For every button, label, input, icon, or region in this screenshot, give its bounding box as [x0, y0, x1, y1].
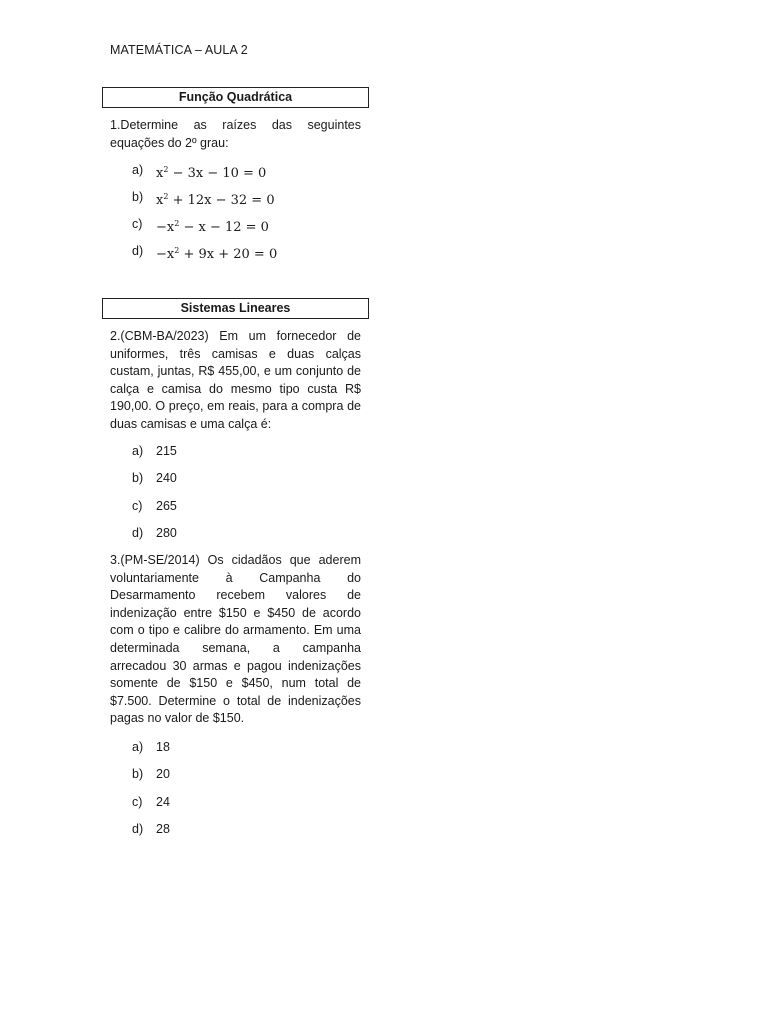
question-3-line: determinada semana, a campanha	[110, 641, 361, 655]
question-3-line: arrecadou 30 armas e pagou indenizações	[110, 658, 361, 673]
question-1-line: 1.Determine as raízes das seguintes	[110, 118, 361, 132]
option-value: 20	[156, 767, 170, 781]
option-letter: d)	[132, 244, 144, 258]
option-letter: c)	[132, 795, 143, 809]
option-value: 215	[156, 444, 177, 458]
question-3-line: pagas no valor de $150.	[110, 711, 245, 726]
equation: $x^2 - 3x - 10 = 0$	[156, 165, 267, 181]
section-title-funcao-quadratica: Função Quadrática	[102, 87, 369, 108]
question-2-line: calça e camisa do mesmo tipo custa R$	[110, 381, 361, 396]
option-value: 18	[156, 740, 170, 754]
option-letter: a)	[132, 163, 144, 177]
option-letter: c)	[132, 217, 143, 231]
option-letter: a)	[132, 444, 144, 458]
question-3-line: 3.(PM-SE/2014) Os cidadãos que aderem	[110, 553, 361, 567]
option-letter: a)	[132, 740, 144, 754]
option-letter: c)	[132, 499, 143, 513]
question-2-line: custam, juntas, R$ 455,00, e um conjunto de	[110, 364, 361, 379]
question-1-line: equações do 2º grau:	[110, 135, 229, 150]
option-value: 240	[156, 471, 177, 485]
question-3-line: voluntariamente à Campanha do	[110, 570, 361, 585]
page-title: MATEMÁTICA – AULA 2	[110, 43, 248, 57]
option-letter: d)	[132, 822, 144, 836]
question-3-line: indenização entre $150 e $450 de acordo	[110, 605, 361, 620]
question-3-line: com o tipo e calibre do armamento. Em uma	[110, 623, 361, 638]
section-title-sistemas-lineares: Sistemas Lineares	[102, 298, 369, 319]
option-value: 28	[156, 822, 170, 836]
option-letter: b)	[132, 767, 144, 781]
option-letter: d)	[132, 526, 144, 540]
equation: $-x^2 + 9x + 20 = 0$	[156, 246, 278, 262]
option-letter: b)	[132, 471, 144, 485]
equation: $-x^2 - x - 12 = 0$	[156, 219, 269, 235]
question-2-line: 2.(CBM-BA/2023) Em um fornecedor de	[110, 329, 361, 343]
option-value: 280	[156, 526, 177, 540]
question-2-line: 190,00. O preço, em reais, para a compra de	[110, 399, 361, 414]
question-3-line: Desarmamento recebem valores de	[110, 588, 361, 603]
equation: $x^2 + 12x - 32 = 0$	[156, 192, 275, 208]
question-2-line: duas camisas e uma calça é:	[110, 417, 272, 431]
question-2-line: uniformes, três camisas e duas calças	[110, 346, 361, 361]
option-letter: b)	[132, 190, 144, 204]
option-value: 24	[156, 795, 170, 809]
question-3-line: $7.500. Determine o total de indenizações	[110, 693, 361, 708]
question-3-line: somente de $150 e $450, num total de	[110, 676, 361, 691]
option-value: 265	[156, 499, 177, 513]
